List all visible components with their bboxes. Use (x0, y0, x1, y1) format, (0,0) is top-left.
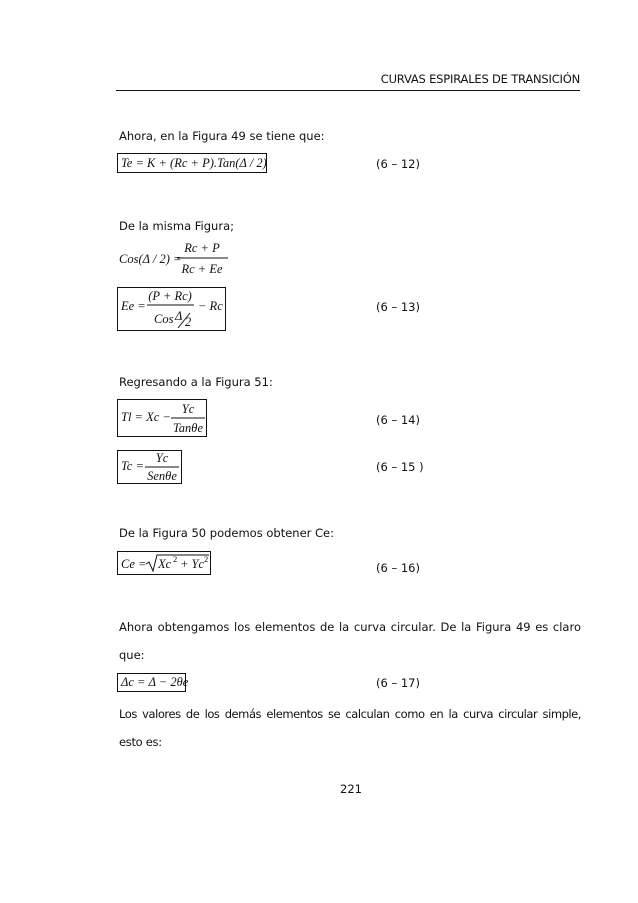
equation-6-12 (117, 153, 267, 173)
equation-6-16 (117, 551, 213, 577)
equation-6-17 (117, 673, 189, 692)
equation-number-6-17: (6 – 17) (376, 676, 420, 690)
equation-number-6-13: (6 – 13) (376, 300, 420, 314)
equation-6-13-numerator: (P + Rc) (148, 289, 192, 303)
header-rule (116, 90, 580, 91)
equation-6-16-lhs: Ce = (121, 557, 147, 571)
paragraph-6-line-2: esto es: (119, 735, 162, 749)
page-number: 221 (340, 782, 362, 796)
running-header: CURVAS ESPIRALES DE TRANSICIÓN (380, 72, 580, 86)
equation-6-13-den-bottom: 2 (185, 315, 192, 329)
equation-6-14 (117, 399, 209, 439)
paragraph-4: De la Figura 50 podemos obtener Ce: (119, 526, 335, 540)
equation-6-13-den-top: Δ (175, 309, 183, 323)
equation-6-16-plus-term: + Yc (180, 557, 205, 571)
equation-cos-lhs: Cos(Δ / 2) = (119, 252, 182, 266)
equation-cos-denominator: Rc + Ee (181, 262, 223, 276)
equation-6-15 (117, 450, 185, 486)
equation-6-15-numerator: Yc (155, 451, 169, 465)
paragraph-3: Regresando a la Figura 51: (119, 375, 273, 389)
equation-6-14-lhs: Tl = Xc − (121, 410, 171, 424)
paragraph-2: De la misma Figura; (119, 219, 234, 233)
paragraph-5-line-1: Ahora obtengamos los elementos de la curva circular. De la Figura 49 es claro (119, 620, 581, 634)
equation-6-17-formula: Δc = Δ − 2θe (121, 675, 189, 689)
equation-6-16-exponent-b: 2 (204, 554, 209, 564)
equation-6-15-denominator: Senθe (147, 469, 177, 483)
paragraph-1: Ahora, en la Figura 49 se tiene que: (119, 129, 325, 143)
equation-6-16-radicand-a: Xc (158, 557, 172, 571)
equation-6-14-numerator: Yc (181, 402, 195, 416)
equation-number-6-15: (6 – 15 ) (376, 460, 424, 474)
paragraph-5-line-2: que: (119, 648, 145, 662)
equation-6-13 (117, 287, 227, 332)
equation-6-13-lhs: Ee = (121, 299, 146, 313)
equation-6-13-rest: − Rc (198, 299, 223, 313)
equation-6-16-exponent-a: 2 (173, 554, 178, 564)
paragraph-6-line-1: Los valores de los demás elementos se calculan como en la curva circular simple, (119, 707, 581, 721)
equation-cos-numerator: Rc + P (184, 241, 220, 255)
equation-number-6-12: (6 – 12) (376, 157, 420, 171)
equation-cos (116, 238, 246, 278)
equation-6-15-lhs: Tc = (121, 459, 144, 473)
equation-number-6-14: (6 – 14) (376, 413, 420, 427)
equation-6-12-formula: Te = K + (Rc + P).Tan(Δ / 2) (121, 156, 267, 170)
equation-number-6-16: (6 – 16) (376, 561, 420, 575)
equation-6-14-denominator: Tanθe (173, 421, 203, 435)
equation-6-13-den-word: Cos (154, 312, 174, 326)
